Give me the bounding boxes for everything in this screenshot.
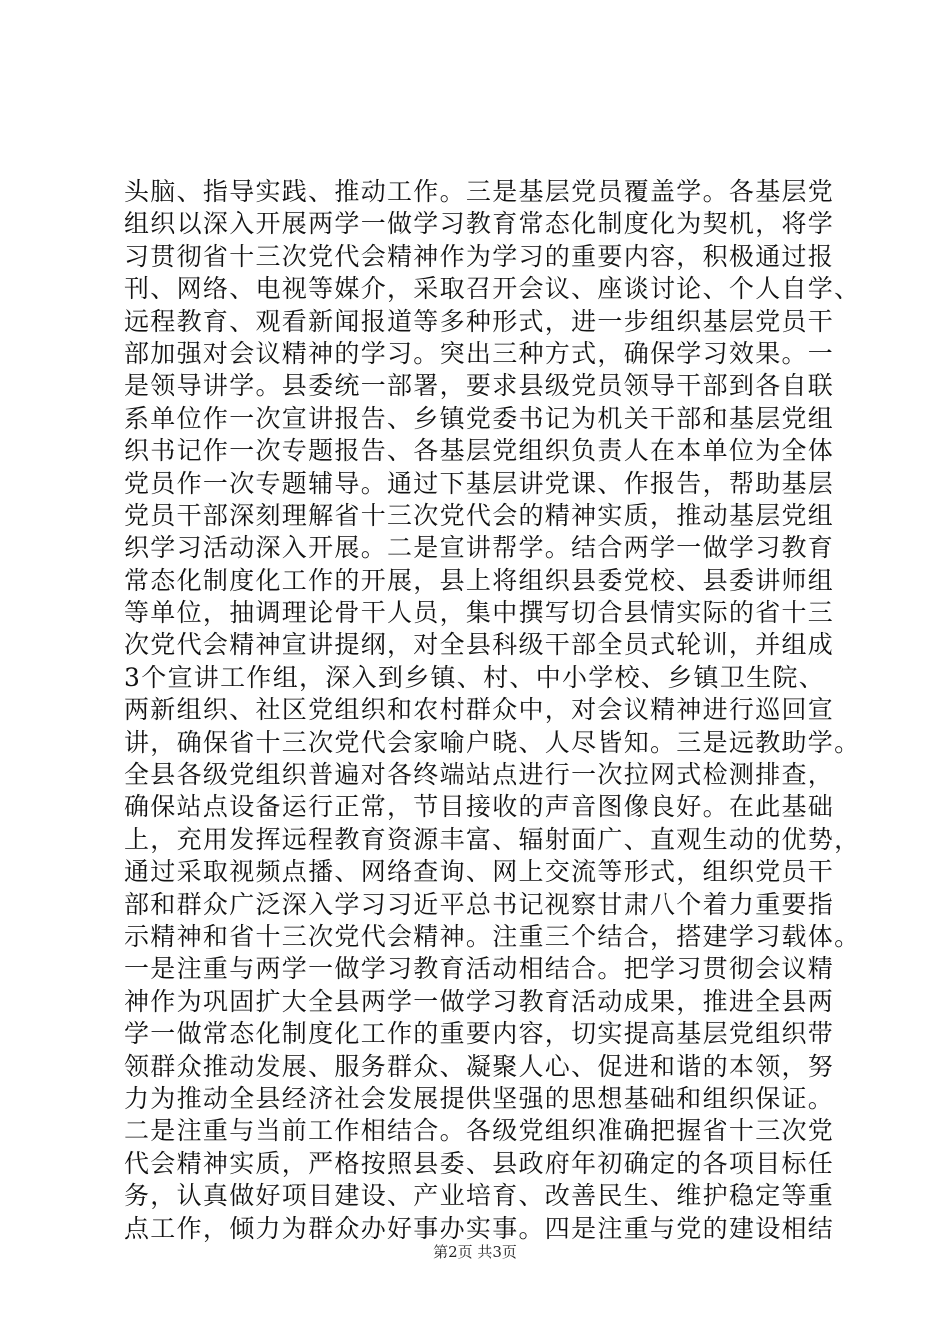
text-line: 两新组织、社区党组织和农村群众中，对会议精神进行巡回宣 [124, 695, 835, 725]
text-line: 点工作，倾力为群众办好事办实事。四是注重与党的建设相结 [124, 1213, 835, 1243]
text-line: 代会精神实质，严格按照县委、县政府年初确定的各项目标任 [124, 1148, 835, 1178]
text-line: 力为推动全县经济社会发展提供坚强的思想基础和组织保证。 [124, 1083, 835, 1113]
text-line: 系单位作一次宣讲报告、乡镇党委书记为机关干部和基层党组 [124, 403, 835, 433]
text-line: 确保站点设备运行正常，节目接收的声音图像良好。在此基础 [124, 792, 835, 822]
text-line: 神作为巩固扩大全县两学一做学习教育活动成果，推进全县两 [124, 986, 835, 1016]
text-line: 全县各级党组织普遍对各终端站点进行一次拉网式检测排查， [124, 760, 835, 790]
text-line: 组织以深入开展两学一做学习教育常态化制度化为契机，将学 [124, 209, 835, 239]
text-line: 织学习活动深入开展。二是宣讲帮学。结合两学一做学习教育 [124, 533, 835, 563]
page-number: 第2页 共3页 [433, 1243, 517, 1261]
page-footer [0, 1242, 950, 1262]
text-line: 一是注重与两学一做学习教育活动相结合。把学习贯彻会议精 [124, 954, 835, 984]
text-line: 部加强对会议精神的学习。突出三种方式，确保学习效果。一 [124, 338, 835, 368]
text-line: 是领导讲学。县委统一部署，要求县级党员领导干部到各自联 [124, 371, 835, 401]
text-line: 常态化制度化工作的开展，县上将组织县委党校、县委讲师组 [124, 565, 835, 595]
text-line: 示精神和省十三次党代会精神。注重三个结合，搭建学习载体。 [124, 921, 861, 951]
text-line: 领群众推动发展、服务群众、凝聚人心、促进和谐的本领，努 [124, 1051, 835, 1081]
text-line: 织书记作一次专题报告、各基层党组织负责人在本单位为全体 [124, 436, 835, 466]
text-line: 习贯彻省十三次党代会精神作为学习的重要内容，积极通过报 [124, 241, 835, 271]
text-line: 等单位，抽调理论骨干人员，集中撰写切合县情实际的省十三 [124, 598, 835, 628]
text-line: 通过采取视频点播、网络查询、网上交流等形式，组织党员干 [124, 857, 835, 887]
text-line: 部和群众广泛深入学习习近平总书记视察甘肃八个着力重要指 [124, 889, 835, 919]
text-line: 上，充用发挥远程教育资源丰富、辐射面广、直观生动的优势， [124, 824, 861, 854]
text-line: 党员干部深刻理解省十三次党代会的精神实质，推动基层党组 [124, 500, 835, 530]
text-line: 3个宣讲工作组，深入到乡镇、村、中小学校、乡镇卫生院、 [124, 662, 826, 692]
text-line: 党员作一次专题辅导。通过下基层讲党课、作报告，帮助基层 [124, 468, 835, 498]
text-line: 务，认真做好项目建设、产业培育、改善民生、维护稳定等重 [124, 1181, 835, 1211]
text-line: 刊、网络、电视等媒介，采取召开会议、座谈讨论、个人自学、 [124, 274, 861, 304]
text-line: 二是注重与当前工作相结合。各级党组织准确把握省十三次党 [124, 1116, 835, 1146]
body-text [124, 176, 861, 1245]
text-line: 次党代会精神宣讲提纲，对全县科级干部全员式轮训，并组成 [124, 630, 835, 660]
text-line: 远程教育、观看新闻报道等多种形式，进一步组织基层党员干 [124, 306, 835, 336]
text-line: 头脑、指导实践、推动工作。三是基层党员覆盖学。各基层党 [124, 177, 835, 206]
text-line: 学一做常态化制度化工作的重要内容，切实提高基层党组织带 [124, 1019, 835, 1049]
text-line: 讲，确保省十三次党代会家喻户晓、人尽皆知。三是远教助学。 [124, 727, 861, 757]
